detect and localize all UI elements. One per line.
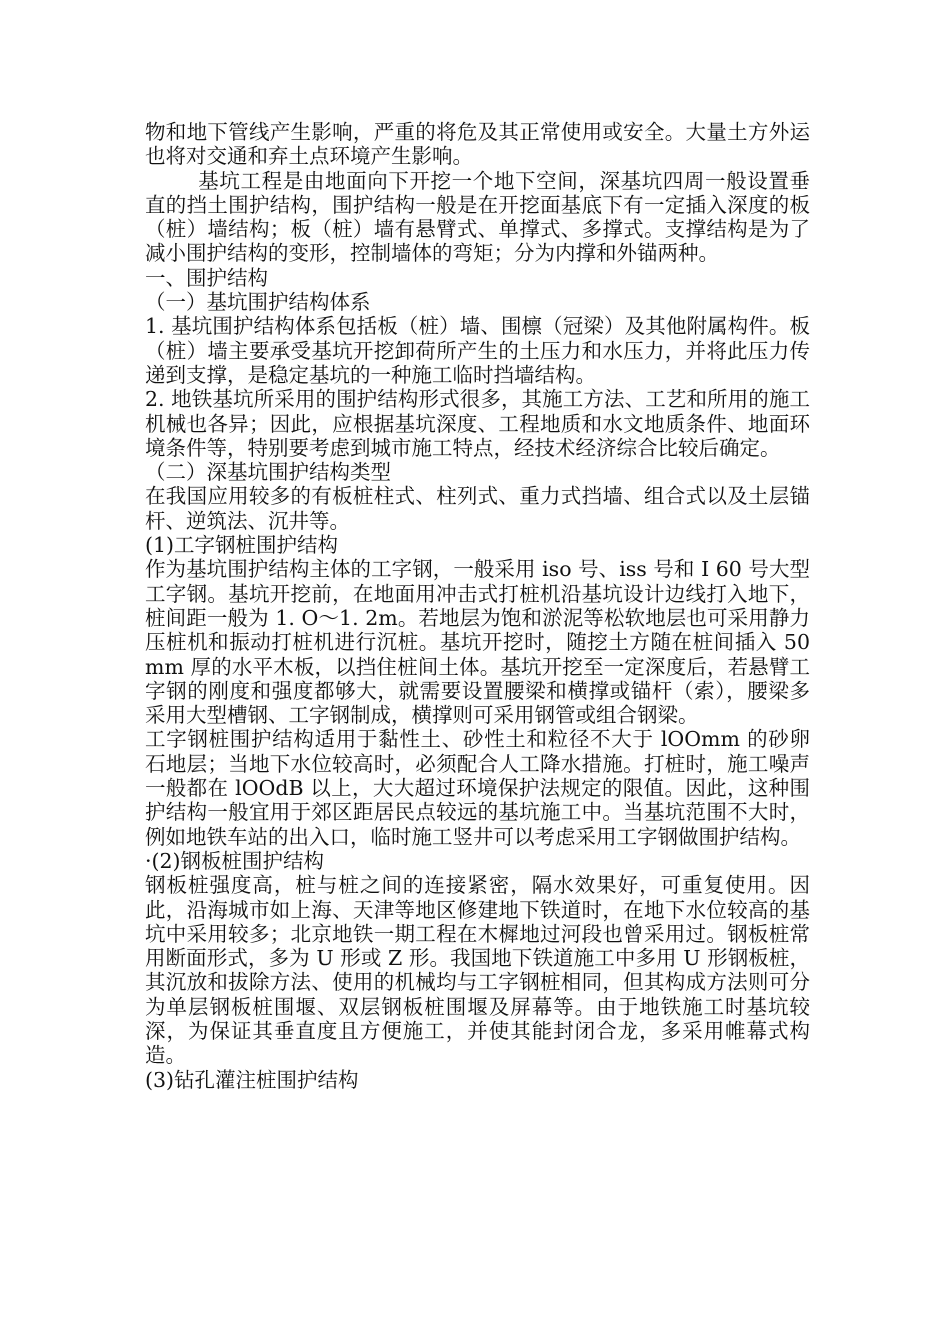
paragraph-item-1: 1. 基坑围护结构体系包括板（桩）墙、围檩（冠梁）及其他附属构件。板（桩）墙主要承受基坑开挖卸荷所产生的土压力和水压力，并将此压力传递到支撑，是稳定基坑的一种施工临时挡墙结构。	[145, 314, 810, 387]
paragraph-types-overview: 在我国应用较多的有板桩柱式、柱列式、重力式挡墙、组合式以及土层锚杆、逆筑法、沉井等。	[145, 484, 810, 533]
heading-i-beam-pile: (1)工字钢桩围护结构	[145, 533, 339, 558]
document-body	[145, 120, 810, 1092]
paragraph-continuation: 物和地下管线产生影响，严重的将危及其正常使用或安全。大量土方外运也将对交通和弃土点环境产生影响。	[145, 120, 810, 169]
paragraph-foundation-pit-intro: 基坑工程是由地面向下开挖一个地下空间，深基坑四周一般设置垂直的挡土围护结构，围护结构一般是在开挖面基底下有一定插入深度的板（桩）墙结构；板（桩）墙有悬臂式、单撑式、多撑式。支撑结构是为了减小围护结构的变形，控制墙体的弯矩；分为内撑和外锚两种。	[145, 168, 810, 266]
heading-steel-sheet-pile: ·(2)钢板桩围护结构	[145, 848, 325, 873]
subsection-heading-types: （二）深基坑围护结构类型	[145, 460, 391, 485]
heading-bored-pile: (3)钻孔灌注桩围护结构	[145, 1067, 359, 1092]
subsection-heading-system: （一）基坑围护结构体系	[145, 290, 371, 315]
paragraph-steel-sheet-pile: 钢板桩强度高，桩与桩之间的连接紧密，隔水效果好，可重复使用。因此，沿海城市如上海、天津等地区修建地下铁道时，在地下水位较高的基坑中采用较多；北京地铁一期工程在木樨地过河段也曾采用过。钢板桩常用断面形式，多为 U 形或 Z 形。我国地下铁道施工中多用 U 形钢板桩，其沉放和拔除方法、使用的机械均与工字钢桩相同，但其构成方法则可分为单层钢板桩围堰、双层钢板桩围堰及屏幕等。由于地铁施工时基坑较深，为保证其垂直度且方便施工，并使其能封闭合龙，多采用帷幕式构造。	[145, 873, 810, 1068]
paragraph-item-2: 2. 地铁基坑所采用的围护结构形式很多，其施工方法、工艺和所用的施工机械也各异；因此，应根据基坑深度、工程地质和水文地质条件、地面环境条件等，特别要考虑到城市施工特点，经技术经济综合比较后确定。	[145, 387, 810, 460]
paragraph-i-beam-applicability: 工字钢桩围护结构适用于黏性土、砂性土和粒径不大于 lOOmm 的砂卵石地层；当地下水位较高时，必须配合人工降水措施。打桩时，施工噪声一般都在 lOOdB 以上，大大超过环境保护法规定的限值。因此，这种围护结构一般宜用于郊区距居民点较远的基坑施工中。当基坑范围不大时，例如地铁车站的出入口，临时施工竖井可以考虑采用工字钢做围护结构。	[145, 727, 810, 849]
section-heading-retaining-structure: 一、围护结构	[145, 265, 268, 290]
paragraph-i-beam-description: 作为基坑围护结构主体的工字钢，一般采用 iso 号、iss 号和 I 60 号大型工字钢。基坑开挖前，在地面用冲击式打桩机沿基坑设计边线打入地下，桩间距一般为 1. O～1. 2m。若地层为饱和淤泥等松软地层也可采用静力压桩机和振动打桩机进行沉桩。基坑开挖时，随挖土方随在桩间插入 50mm 厚的水平木板，以挡住桩间土体。基坑开挖至一定深度后，若悬臂工字钢的刚度和强度都够大，就需要设置腰梁和横撑或锚杆（索），腰梁多采用大型槽钢、工字钢制成，横撑则可采用钢管或组合钢梁。	[145, 557, 810, 728]
